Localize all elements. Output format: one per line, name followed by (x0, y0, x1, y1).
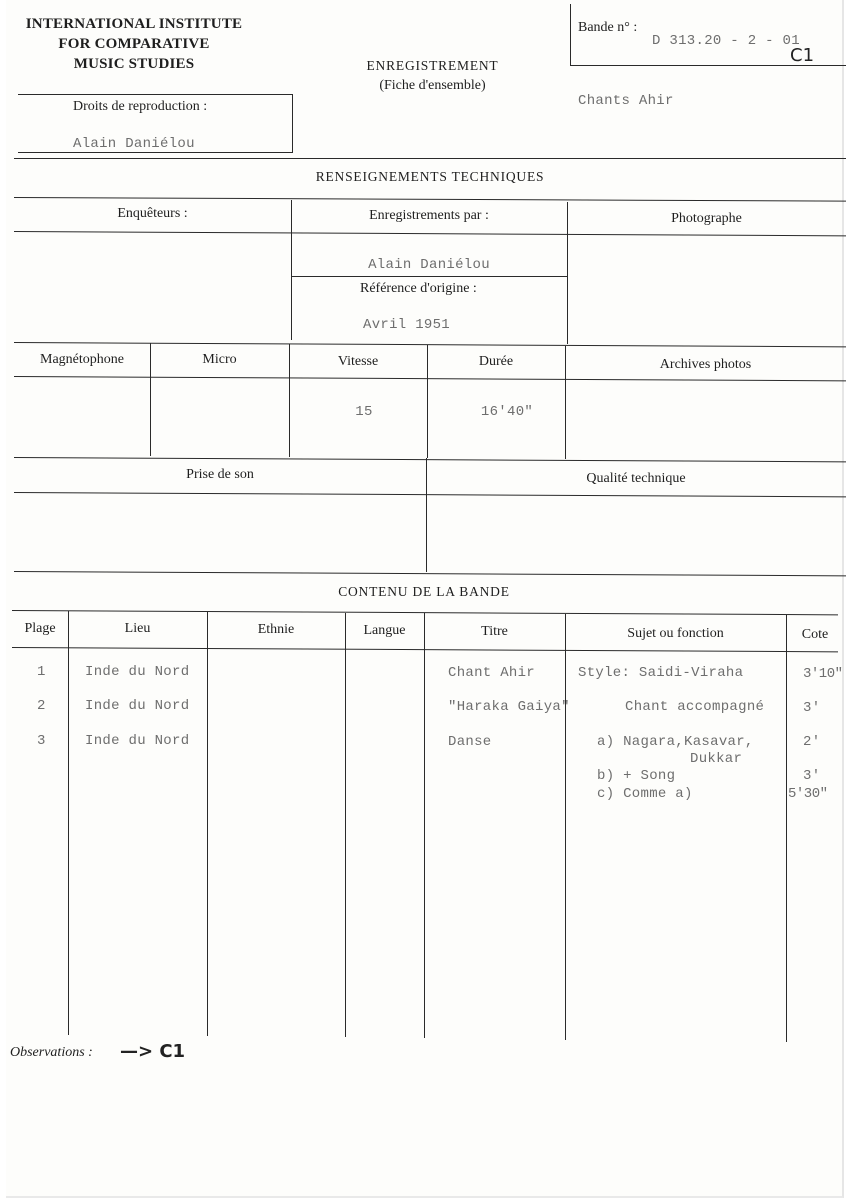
col-lieu: Lieu (124, 621, 151, 636)
row-3-lieu: Inde du Nord (85, 733, 190, 749)
magnetophone-label: Magnétophone (40, 352, 124, 367)
bande-handwritten: C1 (790, 45, 815, 66)
row-3-sujet-b: b) + Song (597, 768, 676, 784)
duree-value: 16'40" (480, 404, 534, 420)
row-1-plage: 1 (37, 664, 46, 680)
col-titre: Titre (481, 624, 508, 639)
row-3-plage: 3 (37, 733, 46, 749)
row-1-cote: 3'10" (803, 666, 843, 682)
col-ethnie: Ethnie (257, 622, 295, 637)
row-2-sujet: Chant accompagné (625, 699, 765, 715)
row-3-cote-c: 5'30" (788, 786, 828, 802)
institute-line-2: FOR COMPARATIVE (58, 36, 210, 52)
row-1-titre: Chant Ahir (448, 665, 536, 681)
vitesse-label: Vitesse (337, 354, 379, 369)
photographe-label: Photographe (671, 211, 742, 226)
contents-section-title: CONTENU DE LA BANDE (338, 584, 510, 599)
col-cote: Cote (801, 627, 829, 642)
institute-line-3: MUSIC STUDIES (73, 56, 195, 72)
observations-value: —> C1 (120, 1041, 186, 1062)
row-1-lieu: Inde du Nord (85, 664, 190, 680)
row-2-plage: 2 (37, 698, 46, 714)
enregistrements-value: Alain Daniélou (368, 257, 490, 273)
form-title: ENREGISTREMENT (366, 58, 499, 73)
recording-title: Chants Ahir (578, 93, 674, 109)
reference-value: Avril 1951 (363, 317, 451, 333)
col-sujet: Sujet ou fonction (627, 626, 724, 641)
col-langue: Langue (363, 623, 406, 638)
observations-label: Observations : (10, 1045, 93, 1060)
prise-label: Prise de son (186, 467, 254, 482)
micro-label: Micro (202, 352, 237, 367)
vitesse-value: 15 (355, 404, 373, 420)
bande-label: Bande n° : (578, 20, 638, 35)
enregistrements-label: Enregistrements par : (369, 208, 489, 223)
row-1-sujet: Style: Saidi-Viraha (578, 665, 744, 681)
institute-line-1: INTERNATIONAL INSTITUTE (25, 16, 243, 32)
row-2-cote: 3' (803, 700, 821, 716)
row-3-cote-a: 2' (803, 734, 821, 750)
row-3-sujet-a-cont: Dukkar (690, 751, 743, 767)
bande-number: D 313.20 - 2 - 01 (652, 33, 800, 49)
row-3-sujet-a: a) Nagara,Kasavar, (597, 734, 754, 750)
archives-label: Archives photos (659, 357, 752, 372)
technical-section-title: RENSEIGNEMENTS TECHNIQUES (315, 169, 545, 184)
row-2-lieu: Inde du Nord (85, 698, 190, 714)
row-3-titre: Danse (448, 734, 492, 750)
reference-label: Référence d'origine : (360, 281, 477, 296)
droits-value: Alain Daniélou (73, 136, 195, 152)
row-3-cote-b: 3' (803, 768, 821, 784)
row-2-titre: "Haraka Gaiya" (448, 699, 570, 715)
row-3-sujet-c: c) Comme a) (597, 786, 693, 802)
duree-label: Durée (478, 354, 514, 369)
qualite-label: Qualité technique (586, 471, 686, 486)
institute-name (14, 14, 254, 74)
col-plage: Plage (24, 621, 56, 636)
form-subtitle: (Fiche d'ensemble) (379, 78, 486, 93)
enqueteurs-label: Enquêteurs : (117, 206, 188, 221)
droits-label: Droits de reproduction : (73, 99, 208, 114)
